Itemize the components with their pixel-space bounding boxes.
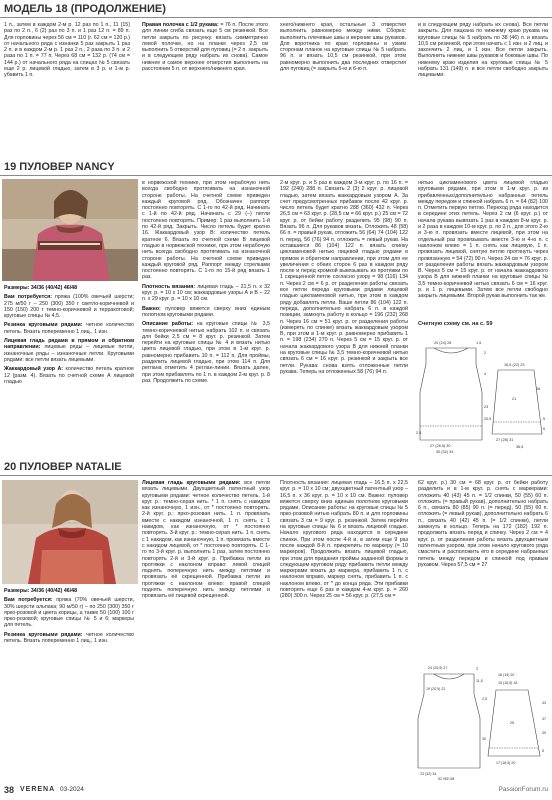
natalie-col3: Плотность вязания: лицевая гладь – 16,5 п. х 22,5 круг. р. = 10 х 10 см; двухцветный патентный узор – 16,5 п. х 36 круг. р. = 10 х 10 см. Важно: пуловер вяжется сверху вниз единым полотном круговыми рядами. Описание работы: на круговые спицы № 5 ярко-розовой нитью набрать 80 п. и для горловины связать 3 см = 9 круг. р. резинкой. Затем перейти на круговые спицы № 6 и вязать лицевой гладью. Начало кругового ряда находится в середине спинки. При этом после 4-й и, в затем еще 9 раз после каждой 8-й п. прикрепить по маркеру (= 10 маркеров). Продолжить вязать лицевой гладью, при этом для придания проймы заданной формы в следующем круговом ряду прибавить петли между маркерами вязать до маркера, прибавить 1 п. с наклоном вправо, маркер снять, прибавить 1 п. с наклоном влево, от * до конца ряда. Эти прибавки повторять еще 6 раз в каждом 4-м круг. р. = 260 (280) 300 п. Через 25 см = 56 круг. р. (27,5 см =	[280, 480, 408, 600]
natalie-col1: Размеры: 34/36 (40/42) 46/48 Вам потребуется: пряжа (70% овечьей шерсти, 30% шерсти альпака; 90 м/50 г) – по 250 (300) 350 г ярко-розовой и цвета корицы, а также 50 (100) 100 г ярко-розовой; круговые спицы № 5 и 6; маркеры для петель. Резинка круговыми рядами: четное количество петель. Вязать попеременно 1 лиц., 1 изн.	[4, 588, 134, 645]
schema-label: 11,5	[476, 679, 483, 683]
section-header-nancy	[0, 158, 552, 176]
section-title: 19 ПУЛОВЕР NANCY	[4, 161, 115, 173]
site-watermark: PassionForum.ru	[498, 786, 548, 793]
schema-label: 5	[543, 417, 546, 421]
natalie-photo	[2, 480, 138, 584]
issue-number: 03-2024	[60, 786, 84, 793]
schema-label: 52 (55) 58	[438, 777, 455, 780]
page-number: 38	[4, 785, 15, 795]
model18-col2: Правая полочка с 1/2 рукава: = 76 п. После этого для линии сгиба связать еще 5 см резинкой. Все петли закрыть по рисунку. вязать симметрично левой полочке, но на планке через 2,5 см выполнить 5 отверстий для пуговиц (= 2 п. закрыть и в следующем ряду набрать их снова). Самое нижнее и самое верхнее отверстия выполнить на расстоянии 5 п. от верхнего/нижнего края.	[142, 22, 268, 73]
schema-label: 37	[542, 717, 546, 721]
nancy-schema-diagram	[416, 330, 550, 456]
natalie-col2: Лицевая гладь круговыми рядами: все петли вязать лицевыми. Двухцветный патентный узор круговыми рядами: четное количество петель. 1-й круг. р.: темно-серая нить. * 1 п. снять с накидом как изнаночную, 1 изн., от * постоянно повторять. 2-й круг. р.: ярко-розовая нить. 1 п. провязать вместе с накидом изнаночной, 1 п. снять с 1 накидом, как изнаночную, от * постоянно повторять. 3-й круг. р.: темно-серая нить. 1 п. снять с 1 накидом, как изнаночную, 1 п. провязать вместе с накидом лицевой, от * постоянно повторять. С 1-го по 3-й круг. р. выполнить 1 раз, затем постоянно повторять 2-й и 3-й круг. р. Прибавка петли из протяжки с наклоном вправо: левой спицей поднять поперечную нить между петлями и провязать её скрещенной. Прибавка петли из протяжки с наклоном влево: правой спицей поднять поперечную нить между петлями и провязать её лицевой скрещенной.	[142, 480, 270, 600]
schema-label: 4	[484, 372, 487, 376]
schema-label: 17 (18,5) 20	[496, 761, 516, 765]
schema-label: 20 (24) 28	[434, 341, 452, 345]
schema-label: 1,5	[476, 341, 482, 345]
nancy-photo-illustration	[2, 179, 138, 281]
model18-col4: и в следующем ряду набрать их снова). Все петли закрыть. Для лацкана по нижнему краю рукава на круговые спицы № 5 набрать по 38 (46) п. и вязать 10,5 см резинкой, при этом начать с 1 изн. и 2 лиц. и закончить 2 лиц. и 1 изн. Все петли закрыть. Выполнить нижние швы рукавов и боковые швы. По нижнему краю изделия на круговые спицы № 5 набрать 131 (149) п. и все петли свободно закрыть лицевыми.	[418, 22, 548, 79]
schema-label: 27 (28) 31	[496, 438, 514, 442]
schema-label: 16	[536, 387, 541, 391]
schema-label: 24 (25,5) 27	[428, 666, 448, 670]
schema-label: 36,5	[516, 445, 524, 449]
nancy-photo	[2, 179, 138, 281]
model18-col3: хнего/нижнего края, остальные 3 отверстия выполнить равномерно между ними. Сборка: выполнить плечевые швы и верхние швы рукавов. Для воротника по краю горловины и узким сторонам планок на круговые спицы № 5 набрать 96 п. и вязать 10,5 см резинкой, при этом равномерно выполнить два последних отверстия для пуговиц (= закрыть 5-ю и 6-ю п.	[280, 22, 406, 73]
schema-label: 23	[484, 405, 489, 409]
schema-label: 25	[510, 721, 514, 725]
schema-label: 39	[542, 731, 546, 735]
schema-label: 27 (28,5) 30	[430, 444, 451, 448]
section-title: 20 ПУЛОВЕР NATALIE	[4, 461, 122, 473]
schema-label: 5	[542, 749, 544, 753]
nancy-col3: 2-м круг. р. и 5 раз в каждом 3-м круг. р. по 16 п. = 192 (240) 288 п. Связать 2 (3) 2 круг. р. лицевой гладью, затем вязать жаккардовым узором А. За счет предусмотренных прибавок после 42 круг. р. число петель будет кратно 288 (360) 432 п. Через 26,5 см = 63 круг. р. (28,5 см = 66 круг. р.) 25 см = 72 круг. р. от бейки работу разделить 95 (98) 90 п. Вязать 96 п. Для рукавов вязать. Отложить 48 (58) 66 п. = правый рукав, отложить 56 (64) 74 (104) 122 п. перед, 56 (76) 94 п. отложить = левый рукав. На оставшиеся 86 (104) 122 п. вязать спинку цикламеновой нитью лицевой гладью рядами в прямом и обратном направлении, при этом для ее увеличения с обеих сторон 6 раз в каждом ряду после и перед кромкой вывязывать из протяжки по 1 скрещенной петле согласно узору = 98 (116) 134 п. Через 2 см = 6 р. от разделения работы связать все петли переда круговыми рядами лицевой гладью цикламеновой нитью, при этом в каждом ряду добавлять петли. Ваше петли 86 (104) 122 п. переда, дополнительно набрать 6 п. в каждой позиции, замкнуть работу в кольцо = 196 (232) 268 п. Через 16 см = 51 круг. р. от разделения работы (измерять по спинке) вязать жаккардовым узором В, при этом в 1-м круг. р. равномерно прибавить 1 п. = 198 (234) 270 п. Через 5 см = 15 круг. р. от начала жаккардового узора В для нижней планки на круговые спицы № 3,5 темно-коричневой нитью связать 6 см = 16 круг. р. резинкой и закрыть все петли. Рукава: снова взять отложенные петли рукава. Теперь на отложенных 58 (76) 94 п.	[280, 180, 408, 375]
section-title: МОДЕЛЬ 18 (ПРОДОЛЖЕНИЕ)	[4, 3, 166, 15]
schema-label: 20,5	[484, 417, 492, 421]
schema-label: 30	[482, 737, 486, 741]
schema-label: 2,5	[482, 697, 487, 701]
schema-label: 23 (32) 34	[420, 772, 437, 776]
natalie-photo-illustration	[2, 480, 138, 584]
nancy-col2: в норвежской технике, при этом нерабочую нить всегда свободно протягивать на изнаночной стороне работы. На счетной схеме приведен каждый круговой ряд. Обозначен раппорт постоянно повторять. С 1-го по 42-й ряд. Начинать с 1-й по 42-й ряд. Начинать с 29 (–) петли постоянно повторять. Пример: 1 раз выполнить 1-й по 42-й ряд. Закрыть. Число петель будет кратно 16. Жаккардовый узор В: количество петель кратное 6. Вязать по счетной схеме В лицевой гладью в норвежской технике, при этом нерабочую нить всегда свободно протягивать на изнаночной стороне работы. На счетной схеме приведен каждый круговой ряд. Раппорт между стрелками постоянно повторять. С 1-го по 15-й ряд вязать 1 раз. Плотность вязания: лицевая гладь – 21,5 п. х 32 круг. р. = 10 х 10 см; жаккардовые узоры А и В – 22 п. х 29 круг. р. = 10 х 10 см. Важно: пуловер вяжется сверху вниз единым полотном круговыми рядами. Описание работы: на круговые спицы № 3,5 темно-коричневой нитью набрать 102 п. и связать для бейки 2,5 см = 8 круг. р. резинкой. Затем перейти на круговые спицы № 4 и вязать нитью цвета лицевой гладью, при этом в 1-м круг. р. равномерно прибавить 10 п. = 112 п. Для проймы, разделить лицевой гладью, при этом 114 п. Для реглана отметить 4 реглан-линии. Вязать далее, при этом прибавлять по 1 п. в каждом 2-м круг. р. 8 раз. Продолжить по схеме.	[142, 180, 270, 384]
schema-caption: Счетную схему см. на с. 59	[418, 321, 493, 327]
natalie-col4: 62 круг. р.) 30 см = 68 круг. р. от бейки работу разделить и в 1-м круг. р. снять с маркерами: отложить 40 (43) 45 п. = 1/2 спинки, 50 (55) 60 п. отложить (= правый рукав), дополнительно набрать 6 п., связать 80 (85) 90 п. (= перед), 50 (55) 60 п. отложить (= левый рукав), дополнительно набрать 6 п., связать 40 (42) 45 п. (= 1/2 спинки), петли замкнуть в кольцо. Теперь на 172 (182) 192 п. продолжить вязать перед и спинку. Через 2 см = 4 круг. р. от разделения работы вязать двухцветным патентным узором, при этом начало кругового ряда смастить и расположить его в середине набранных петель между передом и спинкой под правым рукавом. Через 57,5 см = 27	[418, 480, 548, 568]
schema-label: 21	[512, 397, 517, 401]
schema-label: 43	[542, 701, 546, 705]
schema-label: 3	[476, 667, 478, 671]
section-header-natalie	[0, 458, 552, 476]
schema-label: 30 (32) 34	[436, 450, 454, 454]
schema-label: 19 (20,5) 22	[426, 687, 446, 691]
nancy-col4: нитью цикламенового цвета лицевой гладью круговыми рядами, при этом в 1-м круг. р. из прибавленных/дополнительно набранных петель между передом и спинкой набрать 6 п. = 64 (82) 100 п. Отметить первую петлю. Переход ряда находится в середине этих петель. Через 2 см (6 круг. р.) от начала рукава вывязать 1 раз в каждом 8-м круг. р. и 2 раза в каждом 10-м круг. р. по 2 п., для этого 2-ю и 3-ю п. провязать вместе лицевой, при этом на отдельный раз провязывать вместе 3-ю и 4-ю п. с наклоном влево = 1 п. снять как лицевую, 1 п. провязать лицевой, снятую петлю протянуть через провязанную = 54 (72) 90 п. Через 24 см = 76 круг. р. от разделения работы вязать жаккардовым узором В. Через 5 см = 15 круг. р. от начала жаккардового узора В для нижней планки на круговые спицы № 3,5 темно-коричневой нитью связать 6 см = 16 круг. р. и 1 р. лицевыми. Затем все петли свободно закрыть лицевыми. Второй рукав выполнить так же.	[418, 180, 548, 300]
schema-label: 6	[543, 427, 546, 431]
nancy-col1: Размеры: 34/36 (40/42) 46/48 Вам потребуется: пряжа (100% овечьей шерсти; 275 м/50 г – 250 (300) 350 г светло-коричневой и 150 (150) 200 г темно-коричневой и терракотовой; круговые спицы № 4,5. Резинка круговыми рядами: четное количество петель. Вязать попеременно 1 лиц., 1 изн. Лицевая гладь рядами в прямом и обратном направлении: лицевые ряды – лицевые петли, изнаночные ряды – изнаночные петли. Круговыми рядами: все петли вязать лицевыми. Жаккардовый узор А: количество петель кратное 12 (разм. 4). Вязать по счетной схеме А лицевой гладью	[4, 285, 134, 385]
magazine-name: VERENA	[20, 786, 56, 793]
schema-label: 16,5 (22) 23	[504, 363, 525, 367]
model18-col1: 1 п., затем в каждом 2-м р. 12 раз по 1 п., 11 (15) раз по 2 п., 6 (2) раз по 3 п. и 1 раз 12 п. = 89 п. Для горловины через 56 см = 110 (r. 62 см = 120 р.) от начального ряда с изнанки 5 раз закрыть 1 раз 2 п. и в каждом 2-м р. 1 раз 2 п., 2 раза по 3 п. и 2 раза по 1 п. = 77 п. Через 68 см = 132 р. (74 см = 144 р.) от начального ряда на спицах № 5 связать еще 2 р. лицевой гладью, затем в 3 р. и 1-м р. убавить 1 п.	[4, 22, 130, 79]
schema-label: 2	[484, 351, 487, 355]
page-footer	[0, 782, 552, 800]
section-header-model18	[0, 0, 552, 18]
natalie-schema-diagram	[416, 660, 550, 780]
schema-label: 15 (16,5) 18	[498, 681, 518, 685]
schema-label: 18 (19) 20	[498, 673, 515, 677]
nancy-schema	[416, 330, 550, 456]
natalie-schema	[416, 660, 550, 780]
schema-label: 2,5	[416, 431, 422, 435]
